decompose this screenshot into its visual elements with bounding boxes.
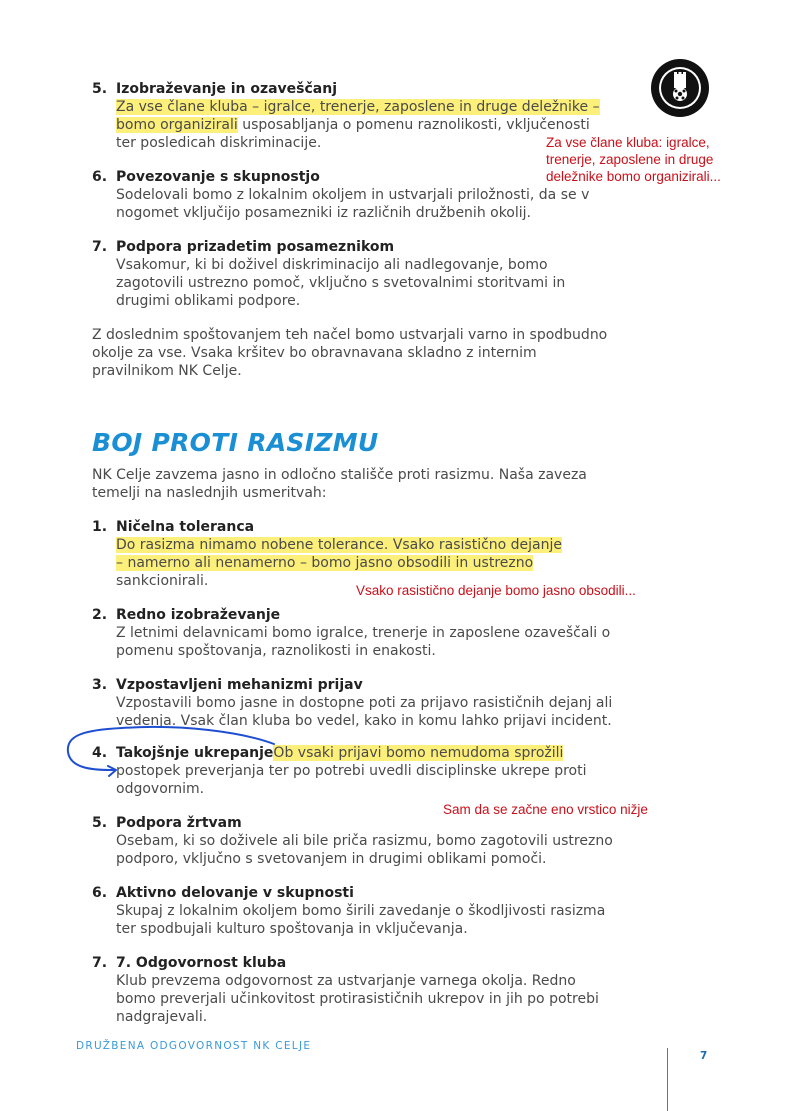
item-title: Podpora žrtvam [116,815,242,831]
item-number: 5. [92,81,108,97]
item-number: 6. [92,885,108,901]
annotation-note: Vsako rasistično dejanje bomo jasno obsodili... [356,583,636,598]
closing-paragraph: Z doslednim spoštovanjem teh načel bomo ustvarjali varno in spodbudno [92,327,608,343]
item-number: 4. [92,745,108,761]
item-text: Z letnimi delavnicami bomo igralce, trenerje in zaposlene ozaveščali o [116,625,611,641]
item-text: vedenja. Vsak član kluba bo vedel, kako in komu lahko prijavi incident. [116,713,612,729]
item-text: drugimi oblikami podpore. [116,293,301,309]
item-title: Vzpostavljeni mehanizmi prijav [116,677,363,693]
item-text: podporo, vključno s svetovanjem in drugimi oblikami pomoči. [116,851,547,867]
item-number: 6. [92,169,108,185]
item-text: ter spodbujali kulturo spoštovanja in vključevanja. [116,921,468,937]
highlight: Za vse člane kluba – igralce, trenerje, zaposlene in druge deležnike – [116,99,600,115]
item-text: Vzpostavili bomo jasne in dostopne poti za prijavo rasističnih dejanj ali [116,695,613,711]
intro-paragraph: temelji na naslednjih usmeritvah: [92,485,327,501]
annotation-note: trenerje, zaposlene in druge [546,152,714,167]
item-text: bomo preverjali učinkovitost protirasističnih ukrepov in jih po potrebi [116,991,599,1007]
page-number: 7 [700,1050,708,1062]
item-text: Skupaj z lokalnim okoljem bomo širili zavedanje o škodljivosti rasizma [116,903,606,919]
highlight: bomo organizirali [116,117,238,133]
annotation-note: Sam da se začne eno vrstico nižje [443,802,648,817]
item-text: postopek preverjanja ter po potrebi uvedli disciplinske ukrepe proti [116,763,587,779]
item-text: nogomet vključijo posamezniki iz različnih družbenih okolij. [116,205,531,221]
item-title: Ničelna toleranca [116,519,255,535]
item-title: 7. Odgovornost kluba [116,955,287,971]
item-number: 3. [92,677,108,693]
handdrawn-bracket-icon [62,722,282,782]
item-title: Redno izobraževanje [116,607,281,623]
item-text: odgovornim. [116,781,205,797]
item-text: ter posledicah diskriminacije. [116,135,322,151]
section-heading: BOJ PROTI RASIZMU [92,428,379,457]
item-text: Sodelovali bomo z lokalnim okoljem in ustvarjali priložnosti, da se v [116,187,590,203]
footer-divider [667,1048,668,1111]
closing-paragraph: okolje za vse. Vsaka kršitev bo obravnavana skladno z internim [92,345,537,361]
highlight: Do rasizma nimamo nobene tolerance. Vsako rasistično dejanje [116,537,563,553]
item-number: 7. [92,955,108,971]
annotation-note: Za vse člane kluba: igralce, [546,135,710,150]
item-title: Izobraževanje in ozaveščanj [116,81,338,97]
item-text: Vsakomur, ki bi doživel diskriminacijo ali nadlegovanje, bomo [116,257,548,273]
item-number: 1. [92,519,108,535]
club-logo-icon [650,58,710,118]
closing-paragraph: pravilnikom NK Celje. [92,363,242,379]
item-text: Klub prevzema odgovornost za ustvarjanje varnega okolja. Redno [116,973,576,989]
item-text: sankcionirali. [116,573,209,589]
highlight: – namerno ali nenamerno – bomo jasno obsodili in ustrezno [116,555,534,571]
item-title: Podpora prizadetim posameznikom [116,239,395,255]
item-title: Takojšnje ukrepanje [116,745,274,761]
item-title: Povezovanje s skupnostjo [116,169,320,185]
intro-paragraph: NK Celje zavzema jasno in odločno stališče proti rasizmu. Naša zaveza [92,467,587,483]
item-number: 7. [92,239,108,255]
item-number: 2. [92,607,108,623]
item-text: nadgrajevali. [116,1009,208,1025]
item-text: Osebam, ki so doživele ali bile priča rasizmu, bomo zagotovili ustrezno [116,833,613,849]
item-number: 5. [92,815,108,831]
item-text: zagotovili ustrezno pomoč, vključno s svetovalnimi storitvami in [116,275,566,291]
item-text: pomenu spoštovanja, raznolikosti in enakosti. [116,643,436,659]
footer-text: DRUŽBENA ODGOVORNOST NK CELJE [76,1040,312,1052]
item-text: usposabljanja o pomenu raznolikosti, vključenosti [237,117,590,133]
highlight: Ob vsaki prijavi bomo nemudoma sprožili [273,745,564,761]
item-title: Aktivno delovanje v skupnosti [116,885,354,901]
annotation-note: deležnike bomo organizirali... [546,169,721,184]
